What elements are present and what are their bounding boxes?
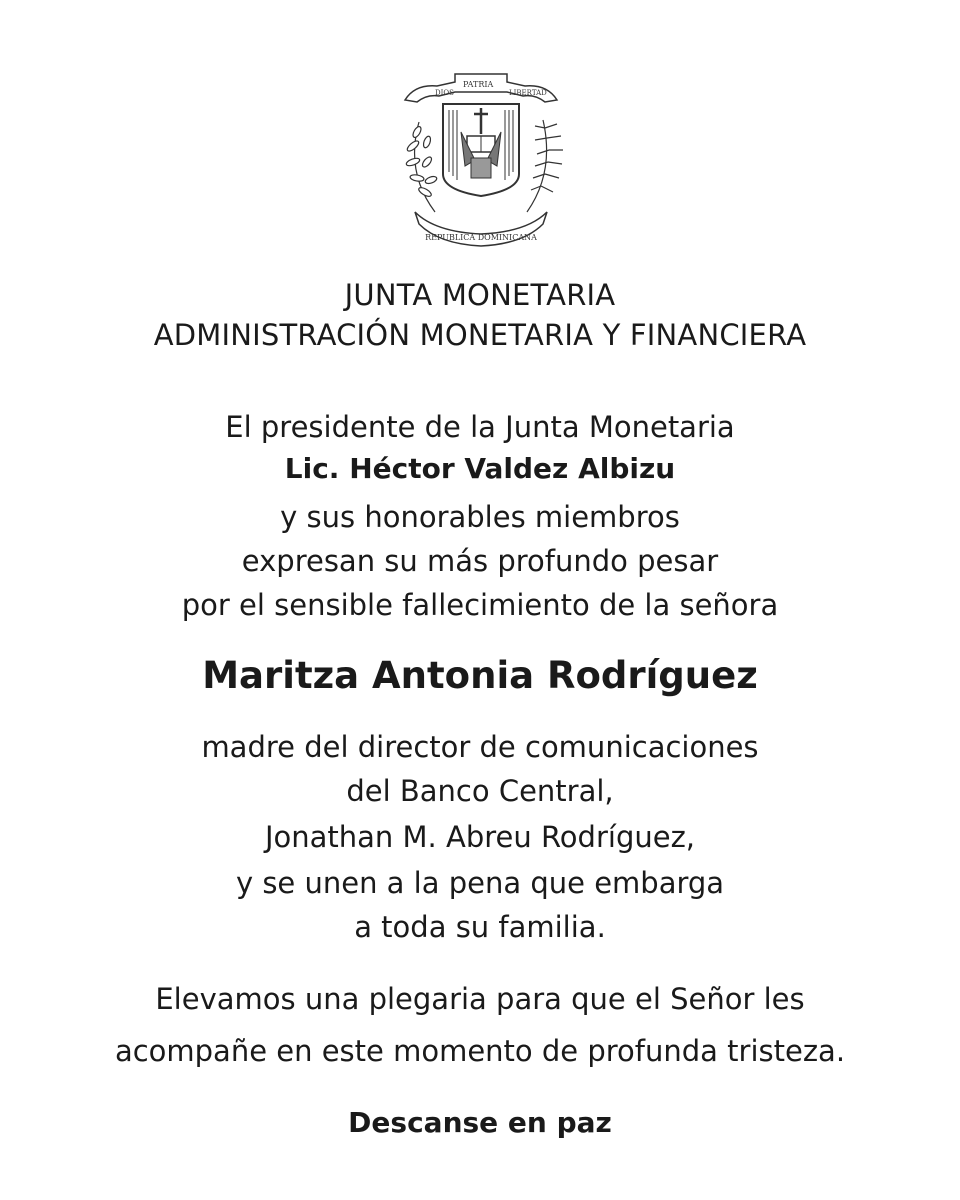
relation-line-5: a toda su familia.	[354, 910, 606, 944]
intro-line-4: expresan su más profundo pesar	[241, 544, 719, 578]
prayer-line-1: Elevamos una plegaria para que el Señor les	[155, 982, 805, 1016]
deceased-name: Maritza Antonia Rodríguez	[202, 654, 758, 697]
svg-text:LIBERTAD: LIBERTAD	[509, 89, 547, 97]
svg-text:DIOS: DIOS	[435, 89, 454, 97]
relation-line-4: y se unen a la pena que embarga	[235, 866, 725, 900]
header-line-2: ADMINISTRACIÓN MONETARIA Y FINANCIERA	[153, 318, 807, 352]
relation-line-3: Jonathan M. Abreu Rodríguez,	[264, 820, 696, 854]
intro-line-3: y sus honorables miembros	[280, 500, 680, 534]
prayer-line-2: acompañe en este momento de profunda tristeza.	[114, 1034, 846, 1068]
svg-text:PATRIA: PATRIA	[463, 80, 494, 89]
relation-line-2: del Banco Central,	[346, 774, 614, 808]
president-name: Lic. Héctor Valdez Albizu	[284, 452, 676, 485]
closing-text: Descanse en paz	[348, 1106, 612, 1139]
relation-line-1: madre del director de comunicaciones	[201, 730, 759, 764]
intro-line-1: El presidente de la Junta Monetaria	[225, 410, 735, 444]
header-line-1: JUNTA MONETARIA	[344, 278, 616, 312]
svg-text:REPUBLICA DOMINICANA: REPUBLICA DOMINICANA	[425, 233, 537, 242]
intro-line-5: por el sensible fallecimiento de la señora	[181, 588, 779, 622]
coat-of-arms-seal	[395, 62, 567, 248]
